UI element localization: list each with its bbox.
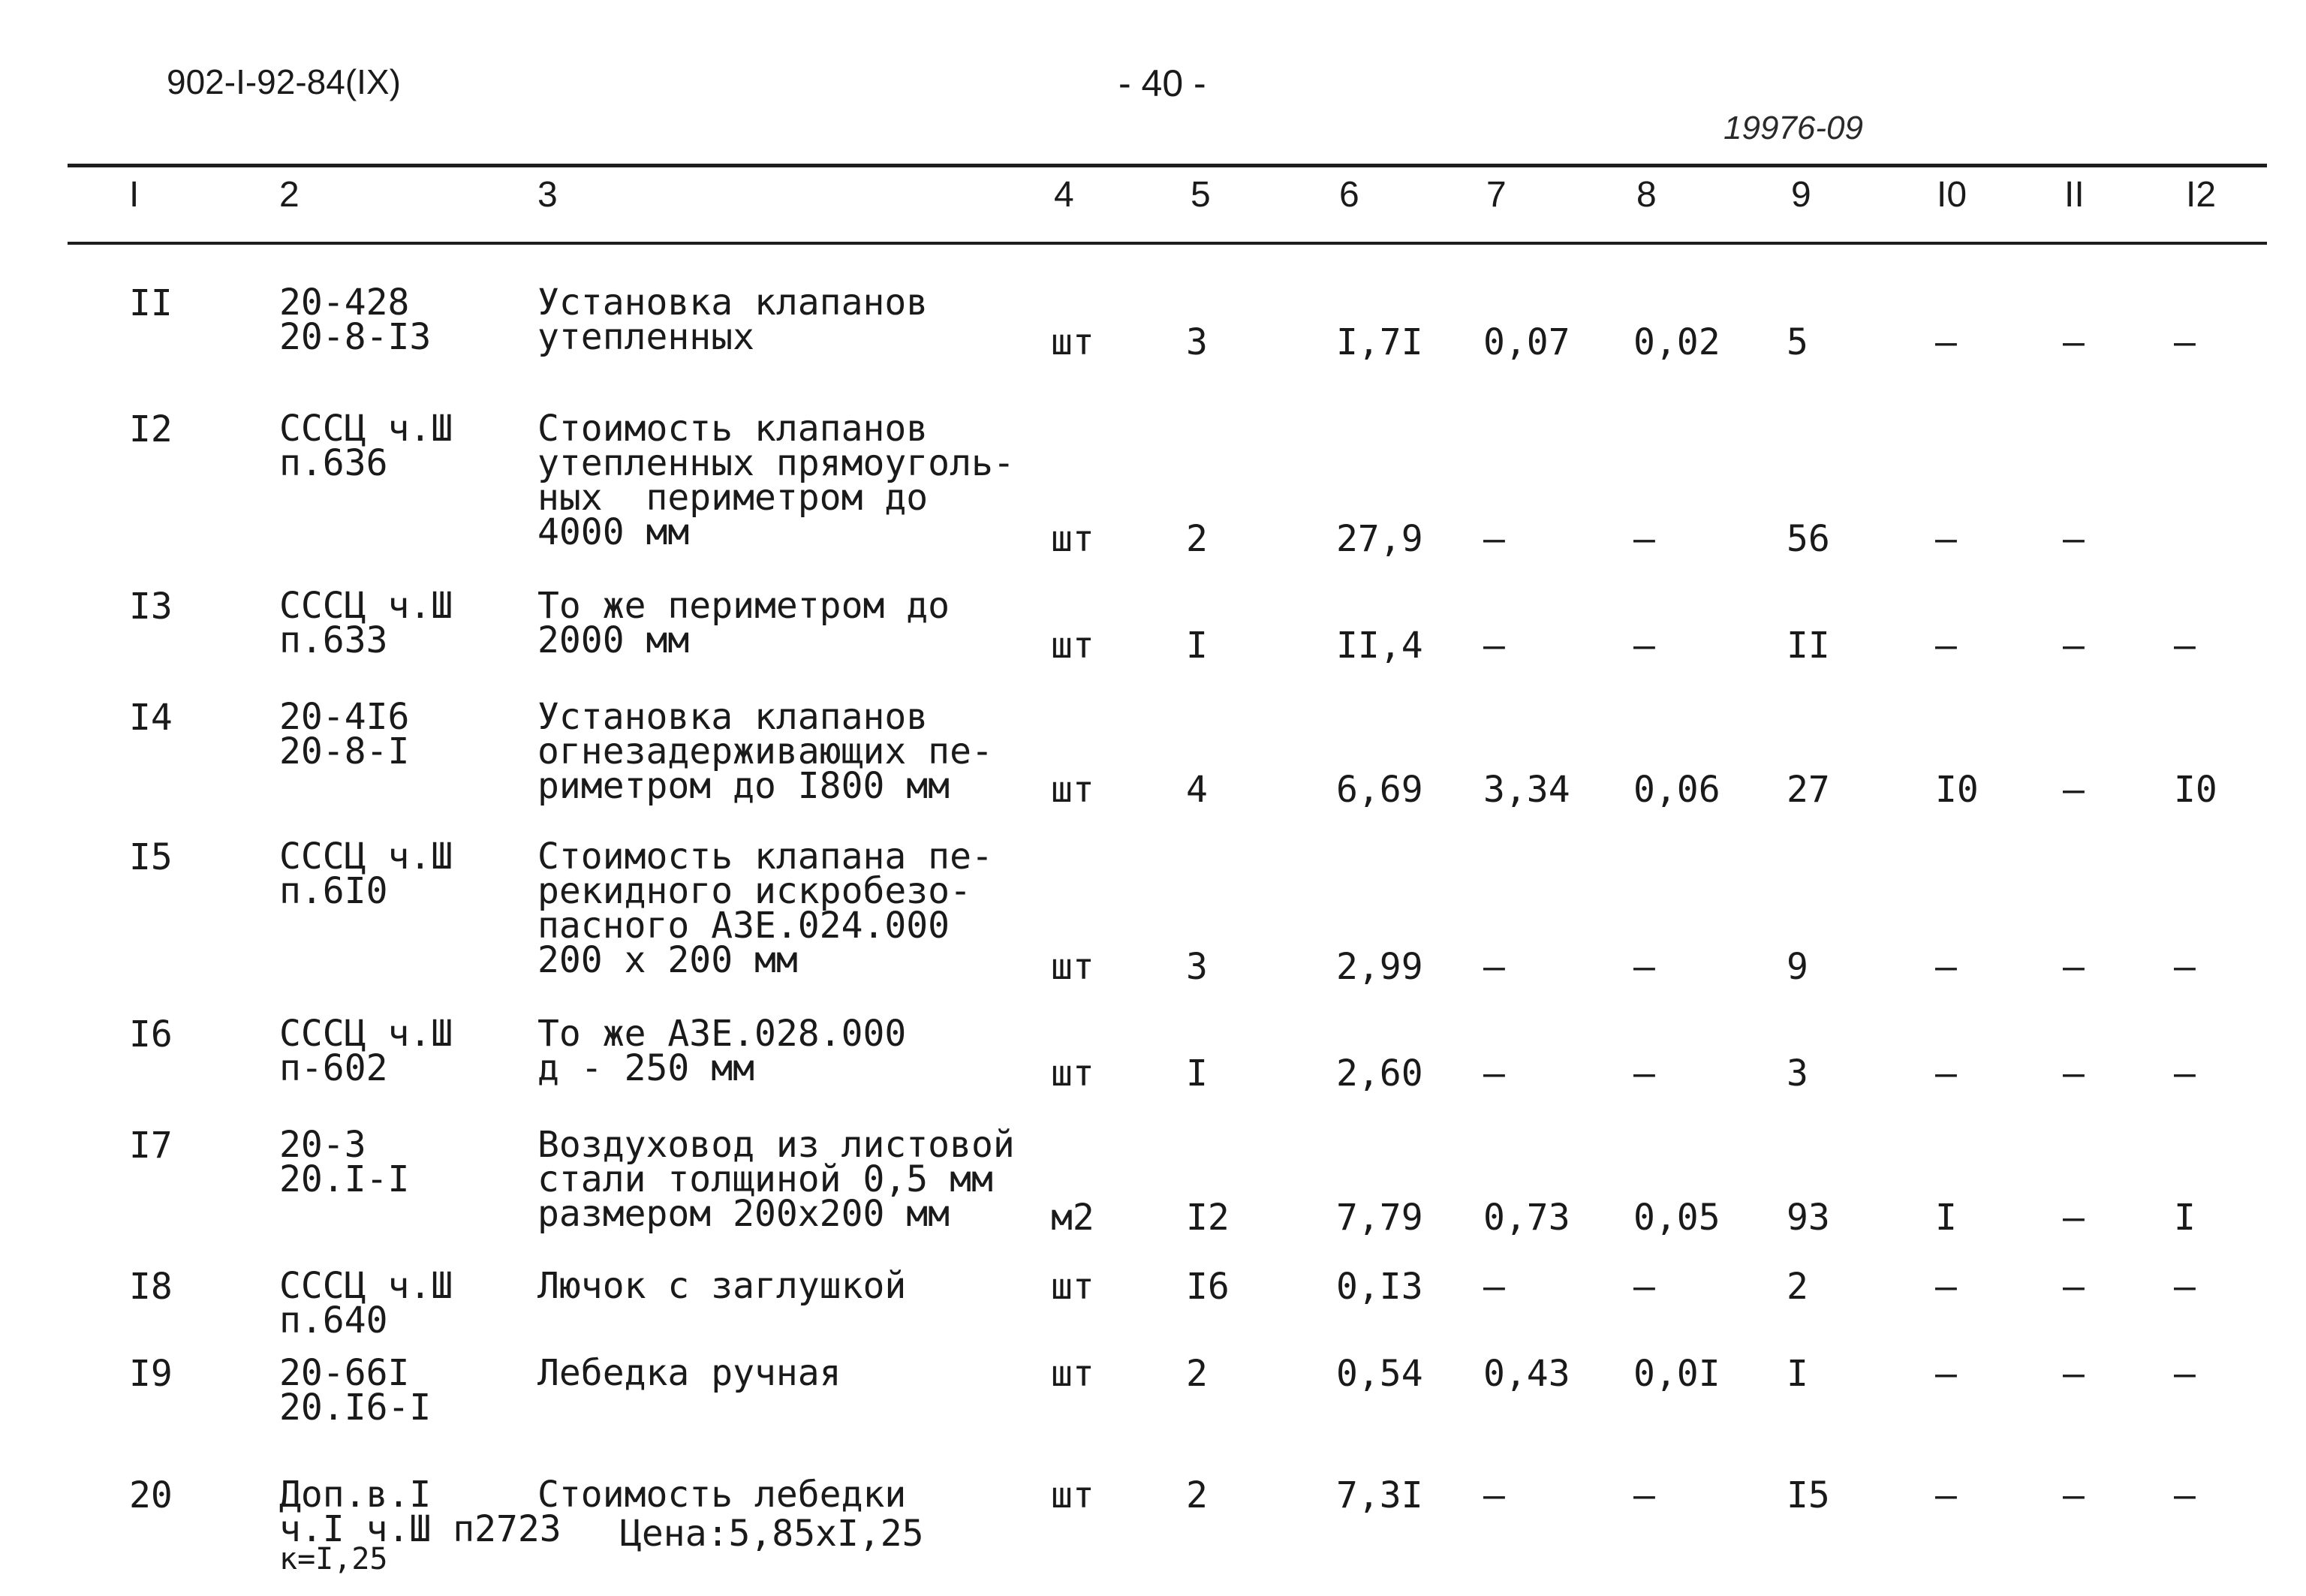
price-note: Цена:5,85хI,25 (620, 1513, 924, 1555)
quantity: I2 (1186, 1197, 1230, 1239)
unit: шт (1051, 769, 1094, 811)
col-9-value: I (1787, 1353, 1808, 1395)
work-description: Стоимость клапанов утепленных прямоуголь- ных периметром до 4000 мм (537, 408, 1015, 553)
column-header-8: 8 (1636, 175, 1657, 215)
col-10-value: – (1935, 1052, 1957, 1095)
unit: шт (1051, 1052, 1094, 1095)
col-11-value: – (2063, 1052, 2085, 1095)
quantity: 3 (1186, 321, 1208, 363)
col-6-value: 2,60 (1336, 1052, 1423, 1095)
col-8-value: 0,06 (1633, 769, 1720, 811)
column-header-11: II (2064, 175, 2085, 215)
row-number: I8 (129, 1266, 173, 1308)
work-description: Установка клапанов утепленных (537, 282, 929, 358)
quantity: 3 (1186, 946, 1208, 988)
handwritten-note: 19976-09 (1723, 110, 1863, 146)
work-description: Установка клапанов огнезадерживающих пе- риметром до I800 мм (537, 696, 993, 807)
norm-code: 20-3 20.I-I (279, 1124, 410, 1200)
quantity: I (1186, 625, 1208, 667)
unit: шт (1051, 1474, 1094, 1516)
row-number: I2 (129, 408, 173, 450)
col-9-value: 93 (1787, 1197, 1830, 1239)
unit: шт (1051, 1266, 1094, 1308)
col-9-value: 5 (1787, 321, 1808, 363)
col-9-value: 56 (1787, 518, 1830, 560)
col-9-value: I5 (1787, 1474, 1830, 1516)
column-header-2: 2 (279, 175, 300, 215)
col-8-value: 0,02 (1633, 321, 1720, 363)
col-8-value: – (1633, 625, 1655, 667)
table-header-rule (68, 242, 2267, 245)
col-12-value: – (2174, 1052, 2196, 1095)
row-number: I4 (129, 697, 173, 739)
norm-code-coefficient: к=I,25 (279, 1542, 388, 1576)
norm-code: 20-66I 20.I6-I (279, 1352, 432, 1429)
column-header-7: 7 (1486, 175, 1507, 215)
column-header-6: 6 (1339, 175, 1359, 215)
norm-code: СССЦ ч.Ш п.6I0 (279, 836, 453, 912)
work-description: Стоимость клапана пе- рекидного искробезо- пасного АЗЕ.024.000 200 х 200 мм (537, 836, 993, 981)
col-6-value: 6,69 (1336, 769, 1423, 811)
col-11-value: – (2063, 321, 2085, 363)
unit: шт (1051, 1353, 1094, 1395)
col-7-value: 0,43 (1483, 1353, 1570, 1395)
quantity: 4 (1186, 769, 1208, 811)
unit: шт (1051, 321, 1094, 363)
col-12-value: – (2174, 625, 2196, 667)
col-11-value: – (2063, 1474, 2085, 1516)
col-10-value: – (1935, 946, 1957, 988)
norm-code: СССЦ ч.Ш п.633 (279, 585, 453, 661)
col-12-value: I0 (2174, 769, 2217, 811)
col-10-value: – (1935, 1474, 1957, 1516)
col-7-value: – (1483, 946, 1505, 988)
col-7-value: – (1483, 1266, 1505, 1308)
work-description: Воздуховод из листовой стали толщиной 0,5 мм размером 200х200 мм (537, 1124, 1015, 1235)
col-6-value: 27,9 (1336, 518, 1423, 560)
col-12-value: – (2174, 1353, 2196, 1395)
col-11-value: – (2063, 946, 2085, 988)
row-number: II (129, 282, 173, 324)
col-8-value: 0,05 (1633, 1197, 1720, 1239)
row-number: I9 (129, 1353, 173, 1395)
col-6-value: I,7I (1336, 321, 1423, 363)
row-number: I7 (129, 1125, 173, 1167)
col-7-value: 3,34 (1483, 769, 1570, 811)
col-11-value: – (2063, 1197, 2085, 1239)
norm-code: Доп.в.I (279, 1474, 432, 1516)
col-7-value: – (1483, 518, 1505, 560)
col-11-value: – (2063, 518, 2085, 560)
col-8-value: 0,0I (1633, 1353, 1720, 1395)
work-description: Стоимость лебедки (537, 1474, 907, 1516)
work-description: Лючок с заглушкой (537, 1265, 907, 1307)
norm-code: СССЦ ч.Ш п.636 (279, 408, 453, 484)
page-number: - 40 - (1118, 62, 1206, 104)
col-9-value: 2 (1787, 1266, 1808, 1308)
col-11-value: – (2063, 769, 2085, 811)
col-7-value: – (1483, 625, 1505, 667)
norm-code: СССЦ ч.Ш п-602 (279, 1013, 453, 1089)
column-header-5: 5 (1191, 175, 1211, 215)
col-10-value: – (1935, 1266, 1957, 1308)
quantity: 2 (1186, 1474, 1208, 1516)
col-12-value: – (2174, 1266, 2196, 1308)
col-12-value: – (2174, 946, 2196, 988)
col-7-value: 0,07 (1483, 321, 1570, 363)
work-description: То же периметром до 2000 мм (537, 585, 950, 661)
col-10-value: – (1935, 518, 1957, 560)
col-8-value: – (1633, 1266, 1655, 1308)
col-7-value: 0,73 (1483, 1197, 1570, 1239)
col-6-value: II,4 (1336, 625, 1423, 667)
col-6-value: 2,99 (1336, 946, 1423, 988)
col-6-value: 7,3I (1336, 1474, 1423, 1516)
col-7-value: – (1483, 1052, 1505, 1095)
col-10-value: – (1935, 625, 1957, 667)
unit: шт (1051, 518, 1094, 560)
quantity: 2 (1186, 1353, 1208, 1395)
col-9-value: 9 (1787, 946, 1808, 988)
col-11-value: – (2063, 625, 2085, 667)
norm-code: 20-4I6 20-8-I (279, 696, 410, 772)
column-header-1: I (129, 175, 140, 215)
col-12-value: – (2174, 1474, 2196, 1516)
col-6-value: 0,54 (1336, 1353, 1423, 1395)
row-number: I5 (129, 836, 173, 878)
column-header-4: 4 (1054, 175, 1074, 215)
norm-code-line-2: ч.I ч.Ш п2723 (279, 1508, 561, 1550)
col-12-value: – (2174, 321, 2196, 363)
col-10-value: I (1935, 1197, 1957, 1239)
col-8-value: – (1633, 1474, 1655, 1516)
norm-code: СССЦ ч.Ш п.640 (279, 1265, 453, 1342)
col-10-value: I0 (1935, 769, 1979, 811)
col-8-value: – (1633, 1052, 1655, 1095)
quantity: I (1186, 1052, 1208, 1095)
document-code: 902-I-92-84(IX) (167, 62, 401, 101)
col-9-value: II (1787, 625, 1830, 667)
column-header-3: 3 (537, 175, 558, 215)
unit: шт (1051, 625, 1094, 667)
row-number: 20 (129, 1474, 173, 1516)
work-description: То же АЗЕ.028.000 д - 250 мм (537, 1013, 907, 1089)
unit: м2 (1051, 1197, 1094, 1239)
quantity: I6 (1186, 1266, 1230, 1308)
col-7-value: – (1483, 1474, 1505, 1516)
col-10-value: – (1935, 321, 1957, 363)
quantity: 2 (1186, 518, 1208, 560)
col-12-value: I (2174, 1197, 2196, 1239)
column-header-12: I2 (2186, 175, 2217, 215)
row-number: I6 (129, 1013, 173, 1055)
norm-code: 20-428 20-8-I3 (279, 282, 432, 358)
col-11-value: – (2063, 1353, 2085, 1395)
col-8-value: – (1633, 518, 1655, 560)
col-10-value: – (1935, 1353, 1957, 1395)
column-header-9: 9 (1791, 175, 1811, 215)
col-9-value: 27 (1787, 769, 1830, 811)
work-description: Лебедка ручная (537, 1352, 841, 1394)
row-number: I3 (129, 586, 173, 628)
unit: шт (1051, 946, 1094, 988)
col-6-value: 7,79 (1336, 1197, 1423, 1239)
column-header-10: I0 (1937, 175, 1967, 215)
col-8-value: – (1633, 946, 1655, 988)
table-top-rule (68, 164, 2267, 167)
col-6-value: 0,I3 (1336, 1266, 1423, 1308)
col-11-value: – (2063, 1266, 2085, 1308)
col-9-value: 3 (1787, 1052, 1808, 1095)
